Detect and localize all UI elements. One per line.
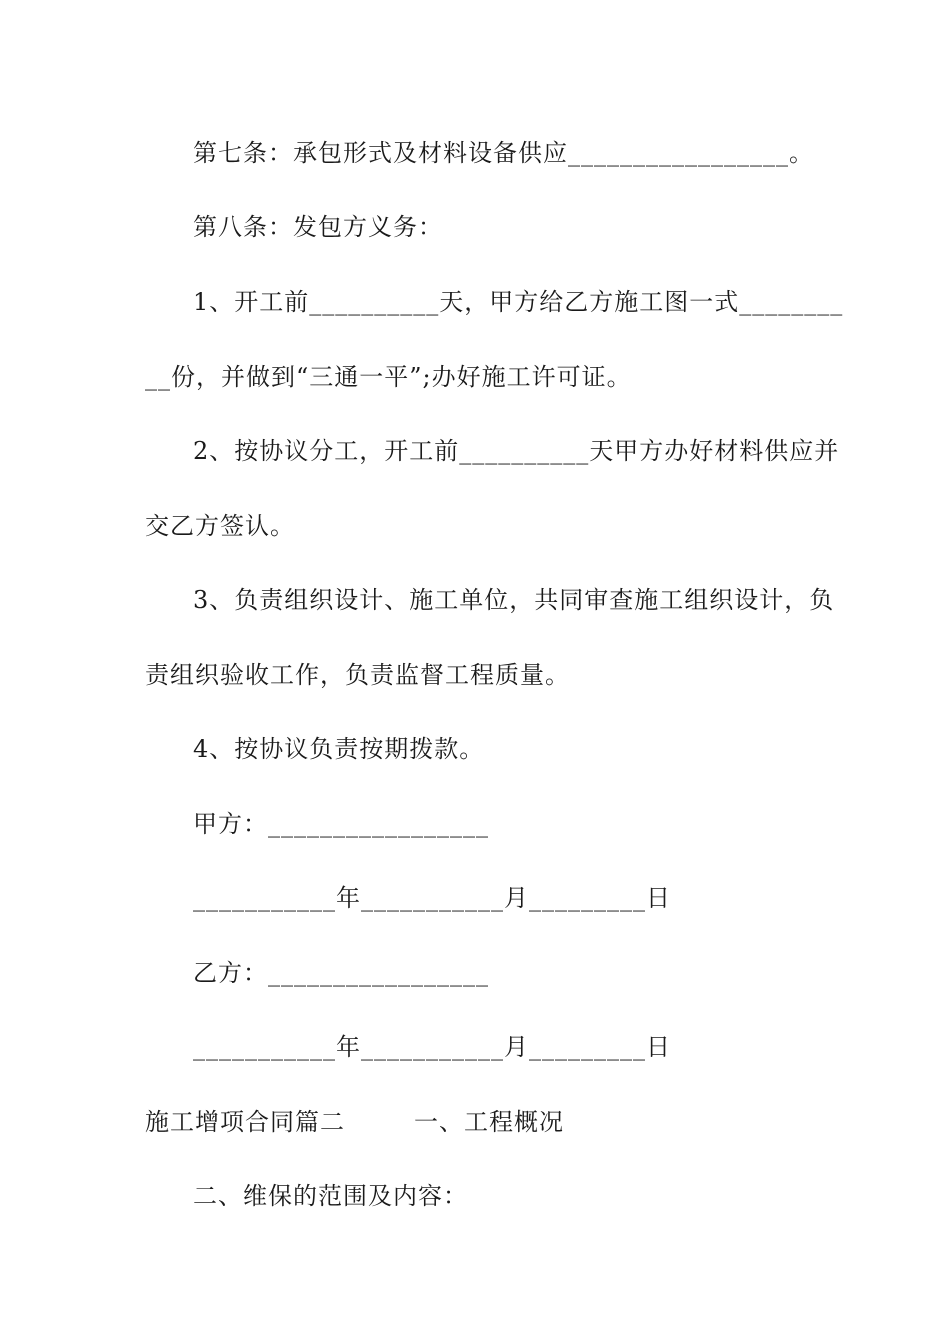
clause-1-line-1: 1、开工前__________天，甲方给乙方施工图一式________ [193, 288, 844, 316]
clause-1-line-2: __份，并做到“三通一平”;办好施工许可证。 [145, 363, 632, 391]
clause-2-line-2: 交乙方签认。 [145, 512, 295, 540]
party-a-signature: 甲方：_________________ [193, 810, 489, 838]
clause-3-line-1: 3、负责组织设计、施工单位，共同审查施工组织设计，负 [193, 586, 835, 614]
clause-4-line: 4、按协议负责按期拨款。 [193, 735, 485, 763]
section-2-title: 施工增项合同篇二 一、工程概况 [145, 1108, 565, 1136]
clause-3-line-2: 责组织验收工作，负责监督工程质量。 [145, 661, 570, 689]
article-8-heading: 第八条：发包方义务： [193, 213, 443, 241]
party-b-date: ___________年___________月_________日 [193, 1033, 671, 1061]
party-b-signature: 乙方：_________________ [193, 959, 489, 987]
party-a-date: ___________年___________月_________日 [193, 884, 671, 912]
maintenance-scope-heading: 二、维保的范围及内容： [193, 1182, 468, 1210]
article-7-line: 第七条：承包形式及材料设备供应_________________。 [193, 139, 814, 167]
clause-2-line-1: 2、按协议分工，开工前__________天甲方办好材料供应并 [193, 437, 840, 465]
